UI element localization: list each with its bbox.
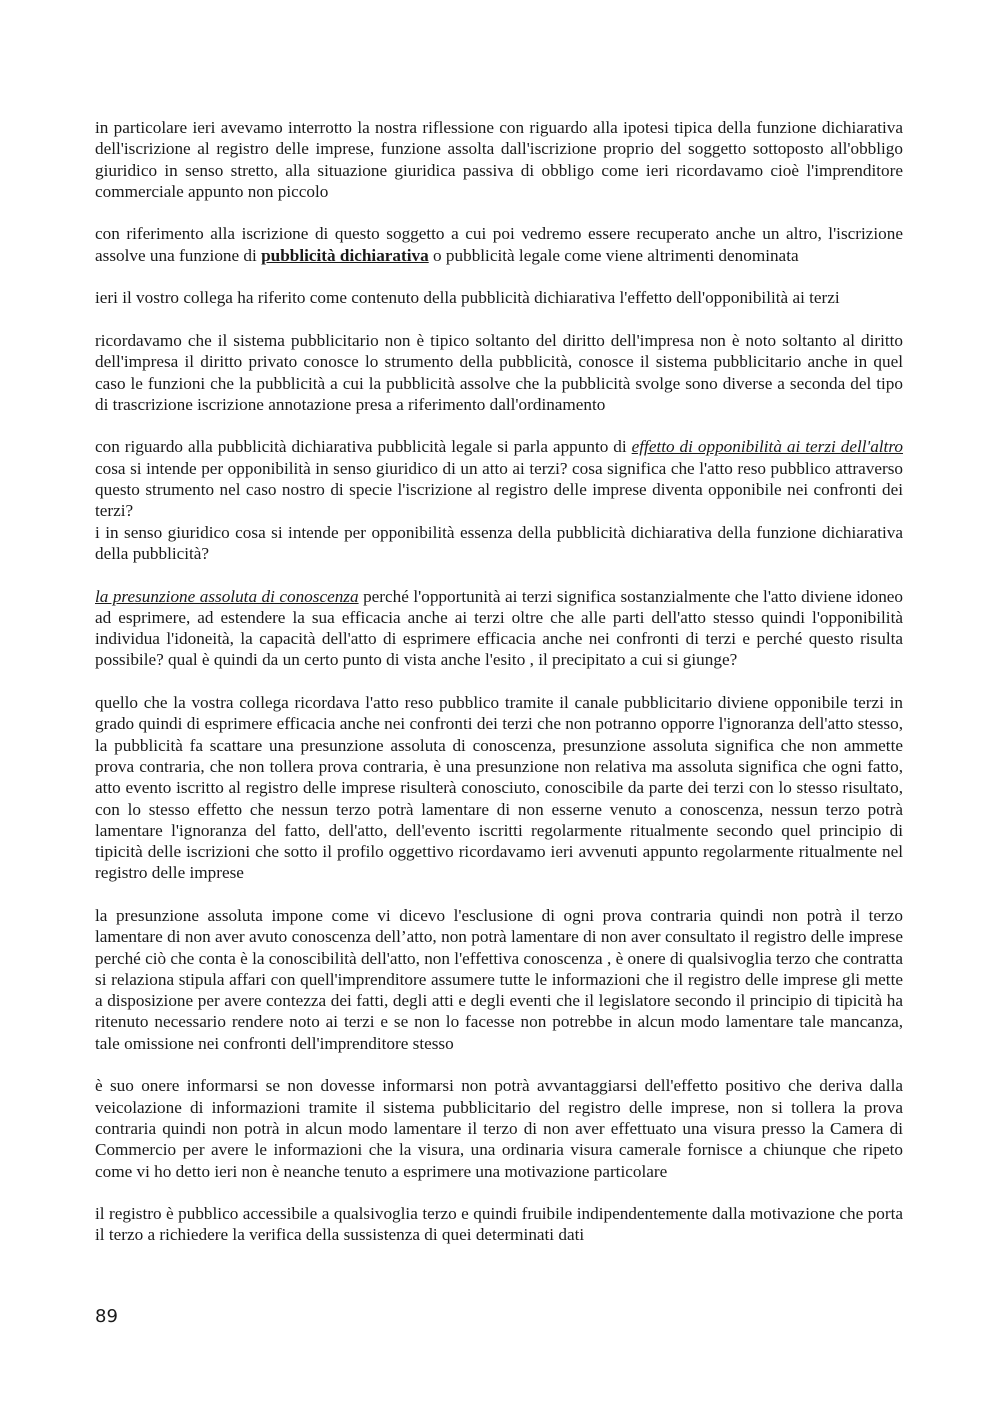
paragraph-9 (95, 905, 903, 1054)
paragraph-2 (95, 223, 903, 266)
paragraph-4 (95, 330, 903, 415)
paragraph-5 (95, 436, 903, 521)
paragraph-3 (95, 287, 903, 308)
paragraph-10 (95, 1075, 903, 1181)
emphasis-italic-underlined: la presunzione assoluta di conoscenza (95, 586, 359, 606)
paragraph-text: in particolare ieri avevamo interrotto la nostra riflessione con riguardo alla ipotesi tipica della funzione dichiarativa dell'iscrizione al registro delle imprese, funzione assolta dall'iscrizione proprio del soggetto sottoposto all'obbligo giuridico in senso stretto, alla situazione giuridica passiva di obbligo come ieri ricordavamo cioè l'imprenditore commerciale appunto non piccolo (95, 118, 903, 201)
paragraph-text: o pubblicità legale come viene altrimenti denominata (428, 245, 799, 265)
paragraph-text: con riferimento alla iscrizione di questo soggetto a cui poi vedremo essere recuperato anche un altro, l'iscrizione assolve una funzione di (95, 224, 903, 265)
paragraph-text: ricordavamo che il sistema pubblicitario non è tipico soltanto del diritto dell'impresa non è noto soltanto al diritto dell'impresa il diritto privato conosce lo strumento della pubblicità, conosce il sistema pubblicitario anche in quel caso le funzioni che la pubblicità a cui la pubblicità assolve che la pubblicità svolge sono diverse a seconda del tipo di trascrizione iscrizione annotazione presa a riferimento dall'ordinamento (95, 330, 903, 414)
body-text (95, 117, 903, 1246)
paragraph-8 (95, 692, 903, 884)
paragraph-text: è suo onere informarsi se non dovesse informarsi non potrà avvantaggiarsi dell'effetto positivo che deriva dalla veicolazione di informazioni tramite il sistema pubblicitario del registro delle imprese, non si tollera la prova contraria quindi non potrà in alcun modo lamentare il terzo di non aver effettuato una visura presso la Camera di Commercio per avere le informazioni che la visura, una ordinaria visura camerale fornisce a chiunque che ripeto come vi ho detto ieri non è neanche tenuto a esprimere una motivazione particolare (95, 1076, 903, 1181)
paragraph-text: perché l'opportunità ai terzi significa sostanzialmente che l'atto diviene idoneo ad esprimere, ad estendere la sua efficacia anche ai terzi oltre che alle parti dell'atto stesso quindi l'opponibilità individua l'idoneità, la capacità dell'atto di esprimere efficacia anche nei confronti di terzi e perché questo risulta possibile? qual è quindi da un certo punto di vista anche l'esito , il precipitato a cui si giunge? (95, 586, 904, 670)
paragraph-text: ieri il vostro collega ha riferito come contenuto della pubblicità dichiarativa l'effetto dell'opponibilità ai terzi (95, 288, 840, 308)
paragraph-text: con riguardo alla pubblicità dichiarativa pubblicità legale si parla appunto di (95, 437, 632, 457)
paragraph-text: il registro è pubblico accessibile a qualsivoglia terzo e quindi fruibile indipendentemente dalla motivazione che porta il terzo a richiedere la verifica della sussistenza di quei determinati dati (95, 1204, 903, 1245)
paragraph-text: quello che la vostra collega ricordava l'atto reso pubblico tramite il canale pubblicitario diviene opponibile terzi in grado quindi di esprimere efficacia anche nei confronti dei terzi che non potranno opporre l'ignoranza dell'atto stesso, la pubblicità fa scattare una presunzione assoluta di conoscenza, presunzione assoluta significa che non ammette prova contraria, che non tollera prova contraria, è una presunzione non relativa ma assoluta significa che ogni fatto, atto evento iscritto al registro delle imprese risulterà conosciuto, conoscibile da parte dei terzi con lo stesso risultato, con lo stesso effetto che nessun terzo potrà lamentare di non esserne venuto a conoscenza, nessun terzo potrà lamentare l'ignoranza del fatto, dell'atto, dell'evento iscritti regolarmente ritualmente secondo quel principio di tipicità delle iscrizioni che sotto il profilo oggettivo ricordavamo ieri avvenuti appunto regolarmente ritualmente nel registro delle imprese (95, 693, 903, 883)
paragraph-text: cosa si intende per opponibilità in senso giuridico di un atto ai terzi? cosa significa che l'atto reso pubblico attraverso questo strumento nel caso nostro di specie l'iscrizione al registro delle imprese diventa opponibile nei confronti dei terzi? (95, 458, 903, 521)
emphasis-bold-underlined: pubblicità dichiarativa (261, 245, 429, 265)
page-number: 89 (95, 1306, 118, 1327)
paragraph-text: i in senso giuridico cosa si intende per opponibilità essenza della pubblicità dichiarativa della funzione dichiarativa della pubblicità? (95, 522, 903, 563)
paragraph-11 (95, 1203, 903, 1246)
paragraph-7 (95, 586, 903, 671)
paragraph-6 (95, 522, 903, 565)
paragraph-1 (95, 117, 903, 202)
paragraph-text: la presunzione assoluta impone come vi dicevo l'esclusione di ogni prova contraria quindi non potrà il terzo lamentare di non aver avuto conoscenza dell’atto, non potrà lamentare di non aver consultato il registro delle imprese perché ciò che conta è la conoscibilità dell'atto, non l'effettiva conoscenza , è onere di qualsivoglia terzo che contratta si relaziona stipula affari con quell'imprenditore assumere tutte le informazioni che il registro delle imprese gli mette a disposizione per avere contezza dei fatti, degli atti e degli eventi che il legislatore secondo il principio di tipicità ha ritenuto necessario rendere noto ai terzi e se non lo facesse non potrebbe in alcun modo lamentare tale mancanza, tale omissione nei confronti dell'imprenditore stesso (95, 905, 903, 1053)
emphasis-italic-underlined: effetto di opponibilità ai terzi dell'altro (631, 437, 903, 457)
